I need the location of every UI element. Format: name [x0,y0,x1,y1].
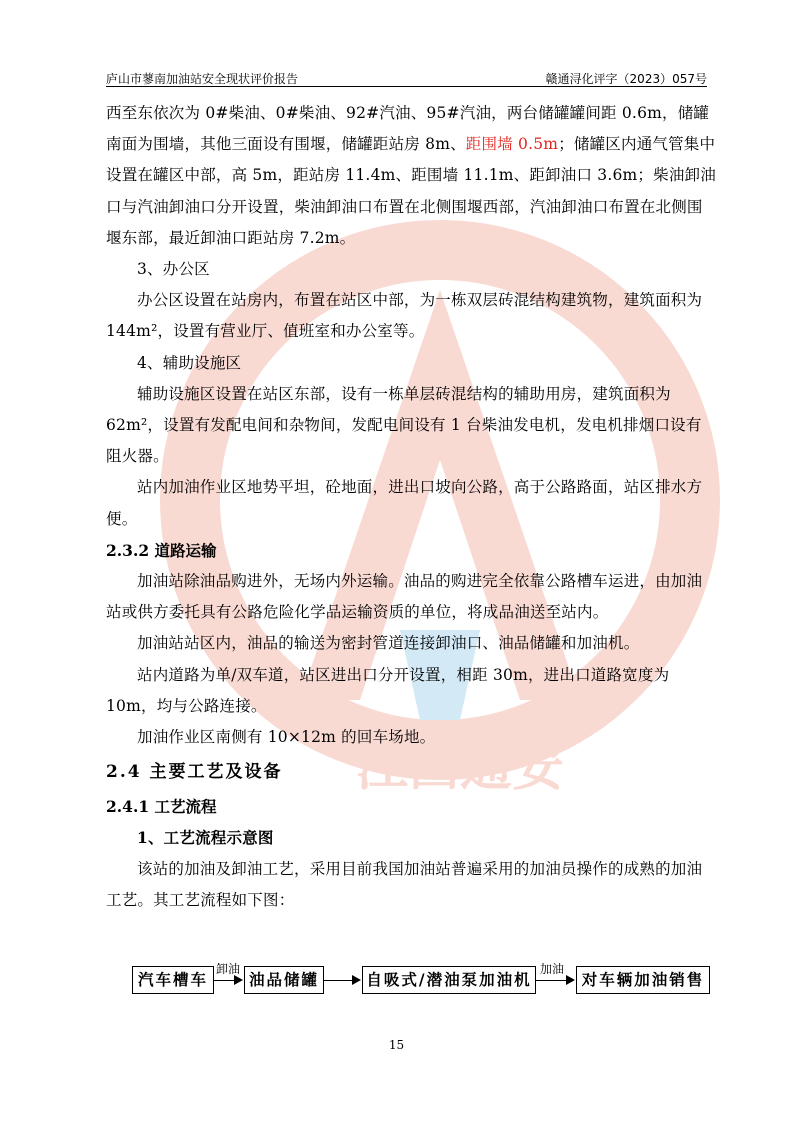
flow-label-unload: 卸油 [216,962,241,976]
paragraph-flow-intro: 该站的加油及卸油工艺，采用目前我国加油站普遍采用的加油员操作的成熟的加油工艺。其工艺流程如下图： [106,859,703,909]
heading-road-transport: 2.3.2 道路运输 [106,540,217,560]
paragraph-aux-area: 辅助设施区设置在站区东部，设有一栋单层砖混结构的辅助用房，建筑面积为 62m²，设置有发配电间和杂物间，发配电间设有 1 台柴油发电机，发电机排烟口设有阻火器。 [106,384,702,466]
paragraph-site-terrain: 站内加油作业区地势平坦，砼地面，进出口坡向公路，高于公路路面，站区排水方便。 [106,478,703,528]
flow-label-refuel: 加油 [540,962,565,976]
flow-arrow-3-head [566,975,575,985]
flow-box-tanker: 汽车槽车 [132,966,214,994]
paragraph-road-1: 加油站除油品购进外，无场内外运输。油品的购进完全依靠公路槽车运进，由加油站或供方委托具有公路危险化学品运输资质的单位，将成品油送至站内。 [106,572,703,622]
document-body [106,98,716,916]
header-rule [106,86,707,87]
page-header [106,68,707,88]
paragraph-road-2: 加油站站区内，油品的输送为密封管道连接卸油口、油品储罐和加油机。 [137,634,640,653]
flow-arrow-1 [214,980,234,981]
heading-flow-diagram: 1、工艺流程示意图 [137,828,274,848]
paragraph-office-area: 办公区设置在站房内，布置在站区中部，为一栋双层砖混结构建筑物，建筑面积为 144m²，设置有营业厅、值班室和办公室等。 [106,291,703,341]
process-flow-diagram [132,962,712,996]
flow-arrow-3 [536,980,566,981]
flow-box-dispenser: 自吸式/潜油泵加油机 [362,966,536,994]
paragraph-road-3: 站内道路为单/双车道，站区进出口分开设置，相距 30m，进出口道路宽度为 10m，均与公路连接。 [106,665,670,715]
header-report-title: 庐山市蓼南加油站安全现状评价报告 [106,72,299,86]
flow-arrow-2-head [352,975,361,985]
flow-box-storage-tank: 油品储罐 [244,966,324,994]
flow-box-sales: 对车辆加油销售 [576,966,710,994]
heading-office-area: 3、办公区 [137,260,210,279]
page-number: 15 [388,1038,405,1052]
heading-main-process: 2.4 主要工艺及设备 [106,762,283,783]
flow-arrow-2 [324,980,352,981]
paragraph-tank-layout: 西至东依次为 0#柴油、0#柴油、92#汽油、95#汽油，两台储罐罐间距 0.6m，储罐南面为围墙，其他三面设有围堰，储罐距站房 8m、距围墙 0.5m；储罐区内通气管集中设置在罐区中部，高 5m，距站房 11.4m、距围墙 11.1m、距卸油口 3.6m；柴油卸油口与汽油卸油口分开设置，柴油卸油口布置在北侧围堰西部，汽油卸油口布置在北侧围堰东部，最近卸油口距站房 7.2m。 [106,104,716,247]
paragraph-road-4: 加油作业区南侧有 10×12m 的回车场地。 [137,728,436,747]
highlighted-distance: 距围墙 0.5m [465,135,559,154]
seal-text: 江西通安 [355,738,565,798]
header-report-number: 赣通浔化评字（2023）057号 [545,72,707,86]
heading-process-flow: 2.4.1 工艺流程 [106,797,217,817]
heading-aux-area: 4、辅助设施区 [137,353,242,372]
